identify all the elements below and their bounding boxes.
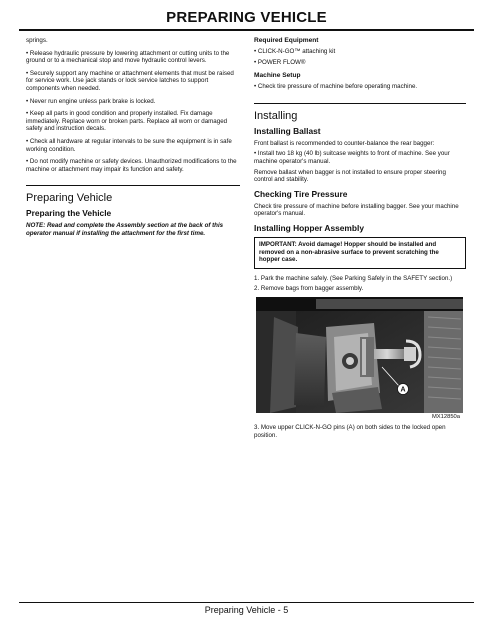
paragraph: • Keep all parts in good condition and properly installed. Fix damage immediately. Replace worn or broken parts. Replace all worn or damaged safety and instruction decals. <box>26 110 228 133</box>
required-equipment-title: Required Equipment <box>254 37 319 44</box>
list-item: • Check tire pressure of machine before operating machine. <box>254 83 418 91</box>
figure-caption: MX12850a <box>431 413 460 420</box>
paragraph: • Release hydraulic pressure by lowering attachment or cutting units to the ground or to a mechanical stop and move hydraulic control levers. <box>26 49 230 65</box>
page-title: PREPARING VEHICLE <box>166 9 327 26</box>
paragraph: Remove ballast when bagger is not installed to ensure proper steering control and stability. <box>254 168 446 184</box>
subsection-title-installing-ballast: Installing Ballast <box>254 125 321 136</box>
left-column <box>26 37 240 243</box>
section-rule <box>254 103 466 104</box>
section-title-installing: Installing <box>254 109 298 122</box>
list-item: • CLICK-N-GO™ attaching kit <box>254 48 336 55</box>
machine-setup-title: Machine Setup <box>254 72 301 80</box>
callout-label-a: A <box>400 386 406 394</box>
step-item: 1. Park the machine safely. (See Parking Safely in the SAFETY section.) <box>254 274 453 282</box>
section-title-preparing-vehicle: Preparing Vehicle <box>26 192 113 205</box>
paragraph: springs. <box>26 37 48 44</box>
step-item: 2. Remove bags from bagger assembly. <box>254 285 364 293</box>
section-rule <box>26 185 240 186</box>
footer-rule <box>19 602 474 603</box>
paragraph: Check tire pressure of machine before installing bagger. See your machine operator's manual. <box>254 202 459 218</box>
step-item: 3. Move upper CLICK-N-GO pins (A) on both sides to the locked open position. <box>254 423 446 439</box>
paragraph: Front ballast is recommended to counter-balance the rear bagger: <box>254 139 435 147</box>
subsection-title-installing-hopper: Installing Hopper Assembly <box>254 222 364 233</box>
subsection-title-checking-tire-pressure: Checking Tire Pressure <box>254 188 348 199</box>
paragraph: • Install two 18 kg (40 lb) suitcase weights to front of machine. See your machine operator's manual. <box>254 150 450 165</box>
important-notice-box: IMPORTANT: Avoid damage! Hopper should be installed and removed on a non-abrasive surface to prevent scratching the hopper case. <box>254 237 466 269</box>
paragraph: • Never run engine unless park brake is locked. <box>26 97 156 105</box>
paragraph: • Check all hardware at regular intervals to be sure the equipment is in safe working condition. <box>26 137 232 153</box>
note-text: NOTE: Read and complete the Assembly section at the back of this operator manual if installing the attachment for the first time. <box>26 222 224 237</box>
right-column <box>254 37 466 444</box>
header-rule <box>19 29 474 31</box>
photo-illustration <box>256 297 463 413</box>
page-footer: Preparing Vehicle - 5 <box>204 605 289 615</box>
paragraph: • Do not modify machine or safety devices. Unauthorized modifications to the machine or attachment may impair its function and safety. <box>26 158 237 173</box>
hopper-pin-photo <box>256 297 463 413</box>
list-item: • POWER FLOW® <box>254 58 306 66</box>
paragraph: • Securely support any machine or attachment elements that must be raised for service work. Use jack stands or lock service latches to support components when needed. <box>26 69 234 92</box>
subsection-title-preparing-the-vehicle: Preparing the Vehicle <box>26 208 112 219</box>
